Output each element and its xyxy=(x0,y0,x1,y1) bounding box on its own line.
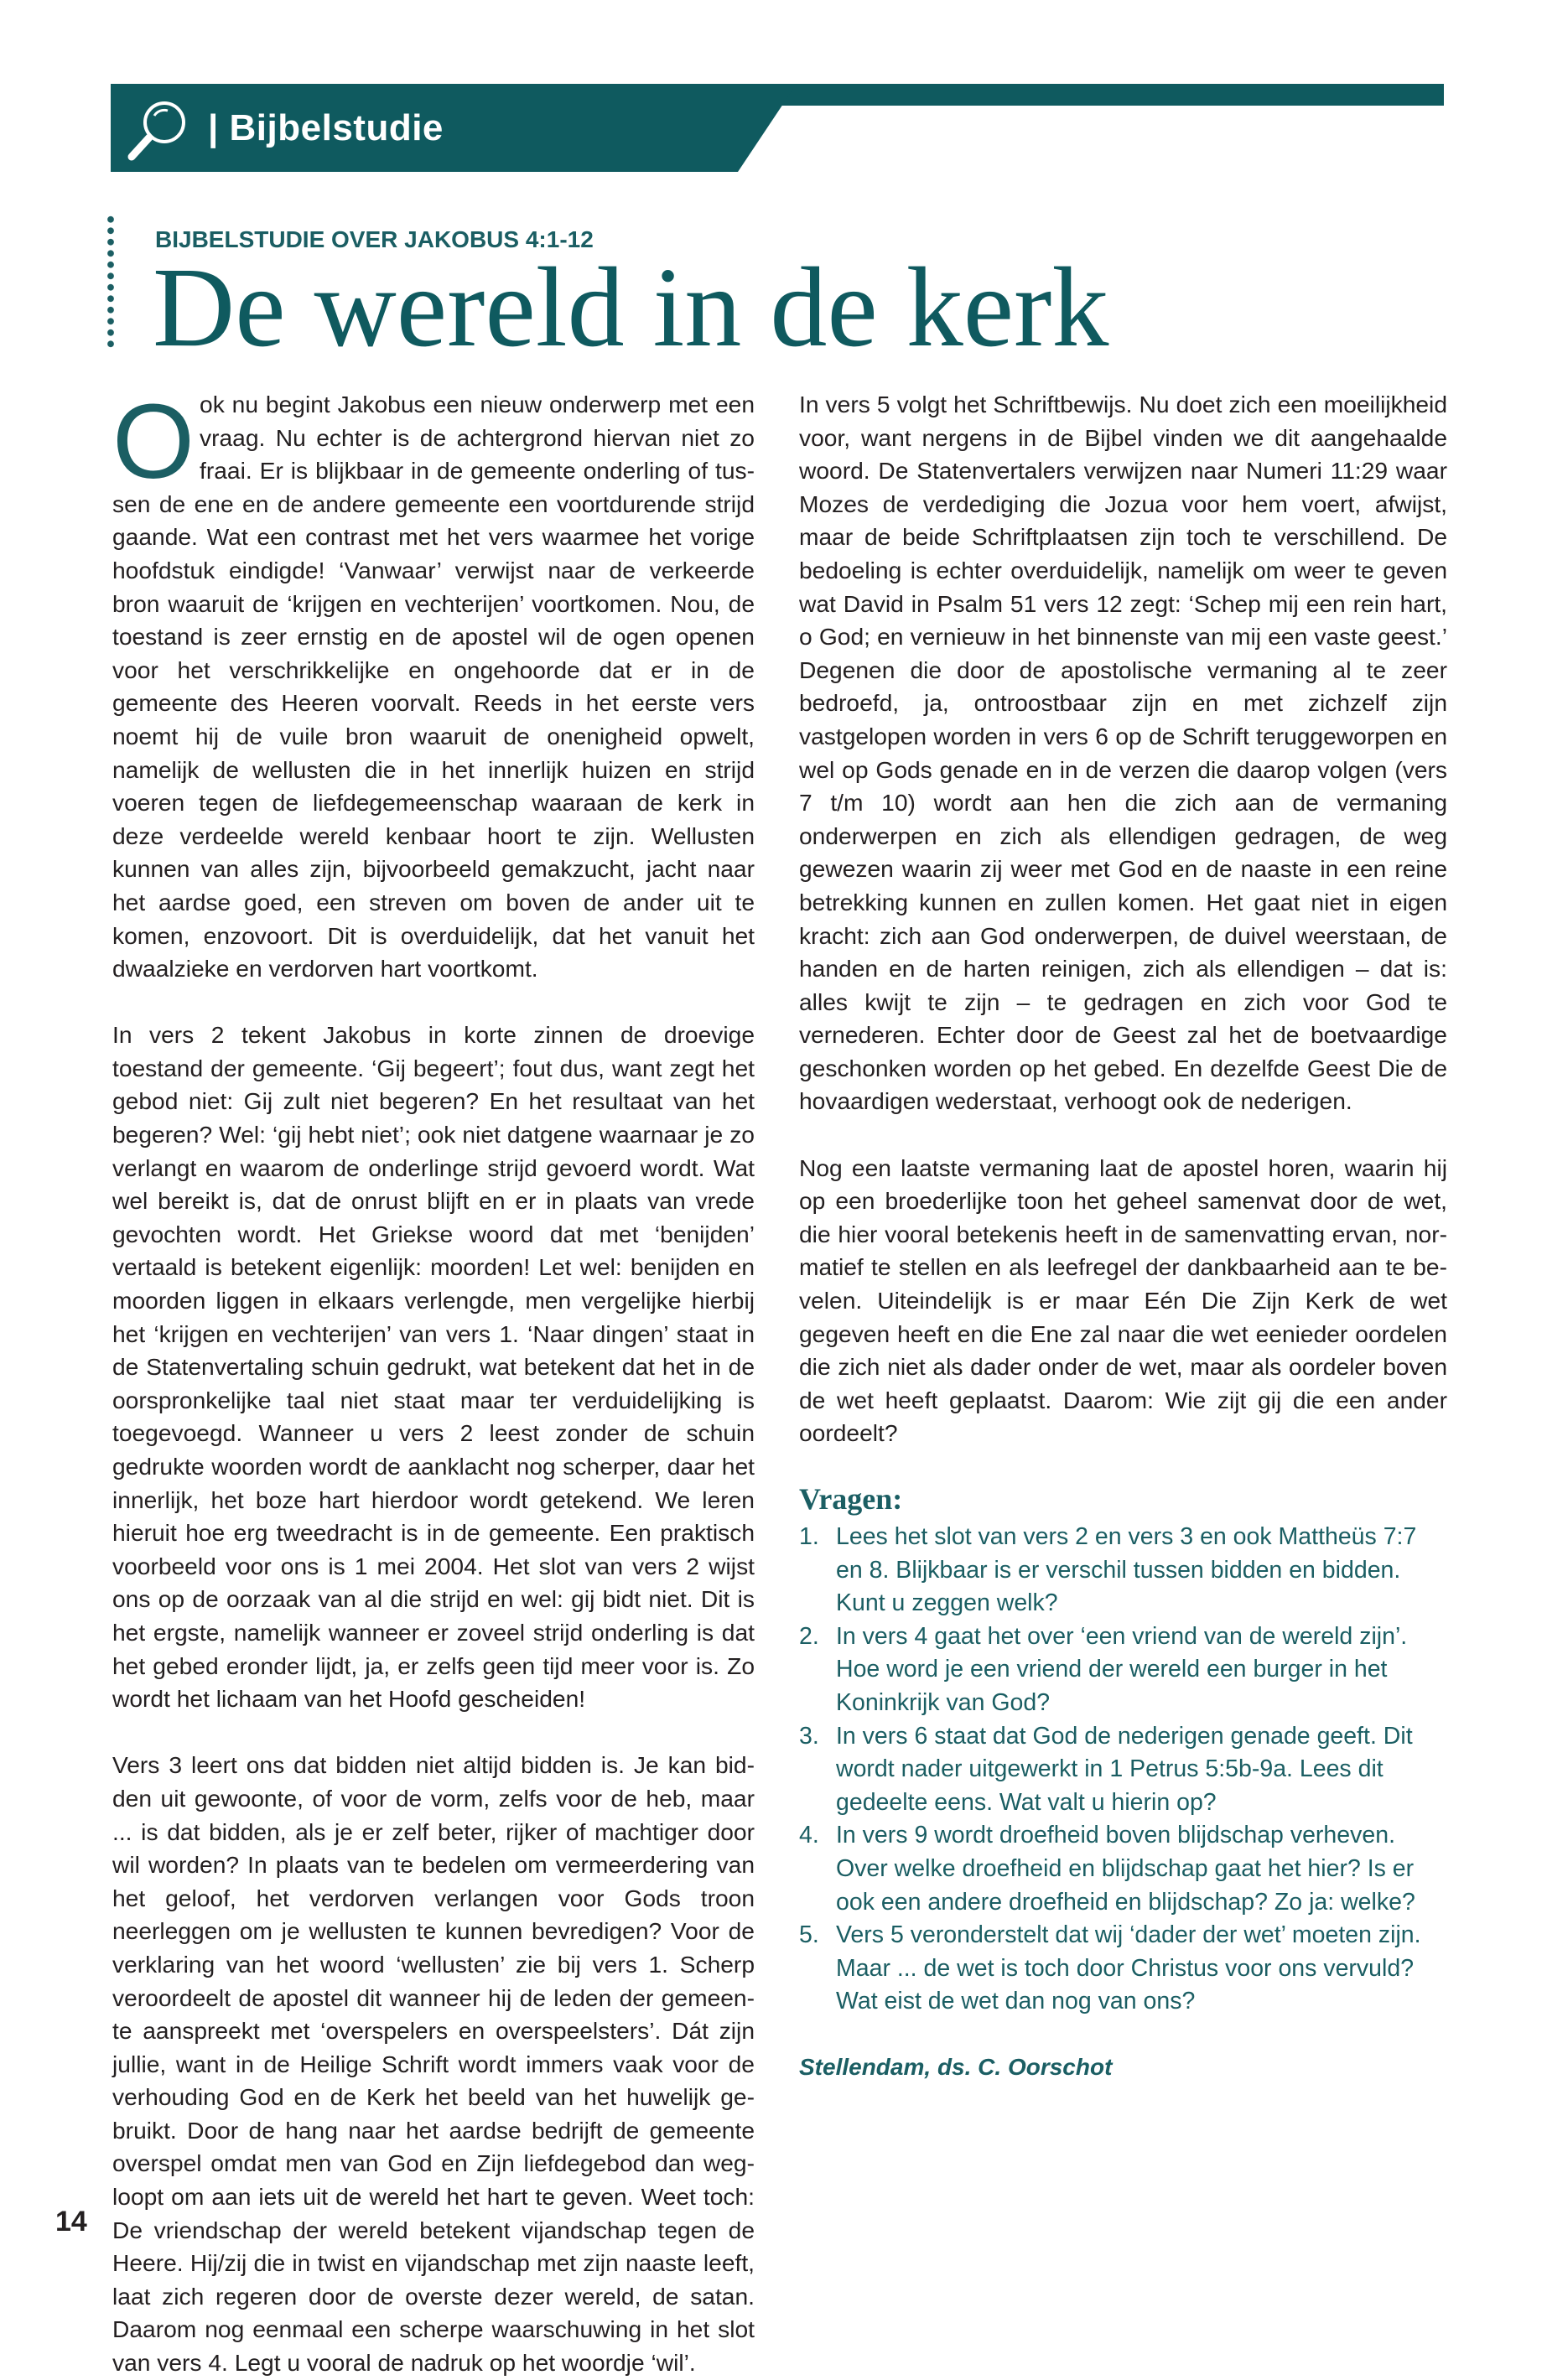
question-number: 4. xyxy=(799,1822,819,1849)
question-item xyxy=(799,1819,1447,1919)
question-number: 1. xyxy=(799,1523,819,1550)
question-text: In vers 4 gaat het over ‘een vriend van de wereld zijn’. Hoe word je een vriend der wereld een burger in het Koninkrijk van God? xyxy=(836,1622,1408,1716)
question-item xyxy=(799,1620,1447,1720)
article-title: De wereld in de kerk xyxy=(153,245,1109,371)
question-item xyxy=(799,1720,1447,1820)
page-number: 14 xyxy=(55,2206,87,2237)
article-column-left xyxy=(112,382,755,2380)
article-paragraph: Vers 3 leert ons dat bidden niet altijd bidden is. Je kan bidden uit gewoonte, of voor de vorm, zelfs voor de heb, maar ... is dat bidden, als je er zelf beter, rijker of machtiger door wil worden? In plaats van te bedelen om vermeerdering van het geloof, het verdorven verlangen voor Gods troon neerleggen om je wellusten te kunnen bevredigen? Voor de verklaring van het woord ‘wellusten’ zie bij vers 1. Scherp veroordeelt de apostel dit wanneer hij de leden der gemeente aanspreekt met ‘overspelers en overspeelsters’. Dát zijn jullie, want in de Heilige Schrift wordt immers vaak voor de verhouding God en de Kerk het beeld van het huwelijk gebruikt. Door de hang naar het aardse bedrijft de gemeente overspel omdat men van God en Zijn liefdegebod dan wegloopt om aan iets uit de wereld het hart te geven. Weet toch: De vriendschap der wereld betekent vijandschap tegen de Heere. Hij/zij die in twist en vijandschap met zijn naaste leeft, laat zich regeren door de overste dezer wereld, de satan. Daarom nog eenmaal een scherpe waarschuwing in het slot van vers 4. Legt u vooral de nadruk op het woordje ‘wil’. xyxy=(112,1751,755,2377)
questions-list xyxy=(799,1521,1447,2019)
article-paragraph-continued: In vers 5 volgt het Schriftbewijs. Nu doet zich een moeilijkheid voor, want nergens in de Bijbel vinden we dit aangehaalde woord. De Statenvertalers verwijzen naar Numeri 11:29 waar Mozes de verdediging die Jozua voor hem voert, afwijst, maar de beide Schriftplaatsen zijn toch te verschillend. De bedoeling is echter overduidelijk, namelijk om weer te geven wat David in Psalm 51 vers 12 zegt: ‘Schep mij een rein hart, o God; en vernieuw in het binnenste van mij een vaste geest.’ Degenen die door de apostolische vermaning al te zeer bedroefd, ja, ontroostbaar zijn en met zichzelf zijn vastgelopen worden in vers 6 op de Schrift teruggeworpen en wel op Gods genade en in de verzen die daarop volgen (vers 7 t/m 10) wordt aan hen die zich aan de vermaning onderwerpen en zich als ellendigen gedragen, de weg gewezen waarin zij weer met God en de naaste in een reine betrekking kunnen en zullen komen. Het gaat niet in eigen kracht: zich aan God onderwerpen, de duivel weerstaan, de handen en de harten reinigen, zich als ellendigen – dat is: alles kwijt te zijn – te gedragen en zich voor God te vernederen. Echter door de Geest zal het de boetvaardige geschonken worden op het gebed. En dezelfde Geest Die de hovaardigen wederstaat, verhoogt ook de nederigen. xyxy=(799,391,1447,1115)
question-number: 5. xyxy=(799,1921,819,1949)
header-banner xyxy=(0,0,1547,184)
drop-cap: O xyxy=(112,382,195,500)
question-text: In vers 6 staat dat God de nederigen genade geeft. Dit wordt nader uitgewerkt in 1 Petrus 5:5b-9a. Lees dit gedeelte eens. Wat valt u hierin op? xyxy=(836,1722,1413,1816)
question-text: Lees het slot van vers 2 en vers 3 en ook Mattheüs 7:7 en 8. Blijkbaar is er verschil tussen bidden en bidden. Kunt u zeggen welk? xyxy=(836,1523,1417,1617)
question-item xyxy=(799,1919,1447,2019)
article-paragraph: Nog een laatste vermaning laat de apostel horen, waarin hij op een broederlijke toon het geheel samenvat door de wet, die hier vooral betekenis heeft in de samenvatting ervan, normatief te stellen en als leefregel der dankbaarheid aan te bevelen. Uiteindelijk is er maar Eén Die Zijn Kerk de wet gegeven heeft en die Ene zal naar die wet eenieder oordelen die zich niet als dader onder de wet, maar als oordeler boven de wet heeft geplaatst. Daarom: Wie zijt gij die een ander oordeelt? xyxy=(799,1154,1447,1447)
question-text: Vers 5 veronderstelt dat wij ‘dader der wet’ moeten zijn. Maar ... de wet is toch door Christus voor ons vervuld? Wat eist de wet dan nog van ons? xyxy=(836,1921,1421,2015)
question-number: 2. xyxy=(799,1622,819,1650)
section-label: | Bijbelstudie xyxy=(208,107,444,148)
questions-heading: Vragen: xyxy=(799,1482,903,1516)
question-text: In vers 9 wordt droefheid boven blijdschap verheven. Over welke droefheid en blijdschap gaat het hier? Is er ook een andere droefheid en blijdschap? Zo ja: welke? xyxy=(836,1822,1415,1916)
dotted-rule xyxy=(106,214,116,350)
article-kicker: BIJBELSTUDIE OVER JAKOBUS 4:1-12 xyxy=(155,226,594,252)
article-column-right xyxy=(799,388,1447,2084)
question-number: 3. xyxy=(799,1722,819,1750)
article-paragraph: Ook nu begint Jakobus een nieuw onderwerp met een vraag. Nu echter is de achtergrond hiervan niet zo fraai. Er is blijkbaar in de gemeente onderling of tussen de ene en de andere gemeente een voortdurende strijd gaande. Wat een contrast met het vers waarmee het vorige hoofdstuk eindigde! ‘Vanwaar’ verwijst naar de verkeerde bron waaruit de ‘krijgen en vechterijen’ voortkomen. Nou, de toestand is zeer ernstig en de apostel wil de ogen openen voor het verschrikkelijke en ongehoorde dat er in de gemeente des Heeren voorvalt. Reeds in het eerste vers noemt hij de vuile bron waaruit de onenigheid opwelt, namelijk de wellusten die in het innerlijk huizen en strijd voeren tegen de liefdegemeenschap waaraan de kerk in deze verdeelde wereld kenbaar hoort te zijn. Wellusten kunnen van alles zijn, bijvoorbeeld gemakzucht, jacht naar het aardse goed, een streven om boven de ander uit te komen, enzovoort. Dit is overduidelijk, dat het vanuit het dwaalzieke en verdorven hart voortkomt. xyxy=(112,382,755,983)
author-signature: Stellendam, ds. C. Oorschot xyxy=(799,2053,1113,2080)
question-item xyxy=(799,1521,1447,1620)
article-paragraph: In vers 2 tekent Jakobus in korte zinnen de droevige toestand der gemeente. ‘Gij begeert’; fout dus, want zegt het gebod niet: Gij zult niet begeren? En het resultaat van het begeren? Wel: ‘gij hebt niet’; ook niet datgene waarnaar je zo verlangt en waarom de onderlinge strijd gevoerd wordt. Wat wel bereikt is, dat de onrust blijft en er in plaats van vrede gevochten wordt. Het Griekse woord dat met ‘benijden’ vertaald is betekent eigenlijk: moorden! Let wel: benijden en moorden liggen in elkaars verlengde, men vergelijke hierbij het ‘krijgen en vechterijen’ van vers 1. ‘Naar dingen’ staat in de Statenvertaling schuin gedrukt, wat betekent dat het in de oorspronkelijke taal niet staat maar ter verduidelijking is toegevoegd. Wanneer u vers 2 leest zonder de schuin gedrukte woorden wordt de aanklacht nog scherper, daar het innerlijk, het boze hart hierdoor wordt getekend. We leren hieruit hoe erg tweedracht is in de gemeente. Een praktisch voorbeeld voor ons is 1 mei 2004. Het slot van vers 2 wijst ons op de oorzaak van al die strijd en wel: gij bidt niet. Dit is het ergste, namelijk wanneer er zoveel strijd onderling is dat het gebed eronder lijdt, ja, er zelfs geen tijd meer voor is. Zo wordt het lichaam van het Hoofd gescheiden! xyxy=(112,1021,755,1713)
